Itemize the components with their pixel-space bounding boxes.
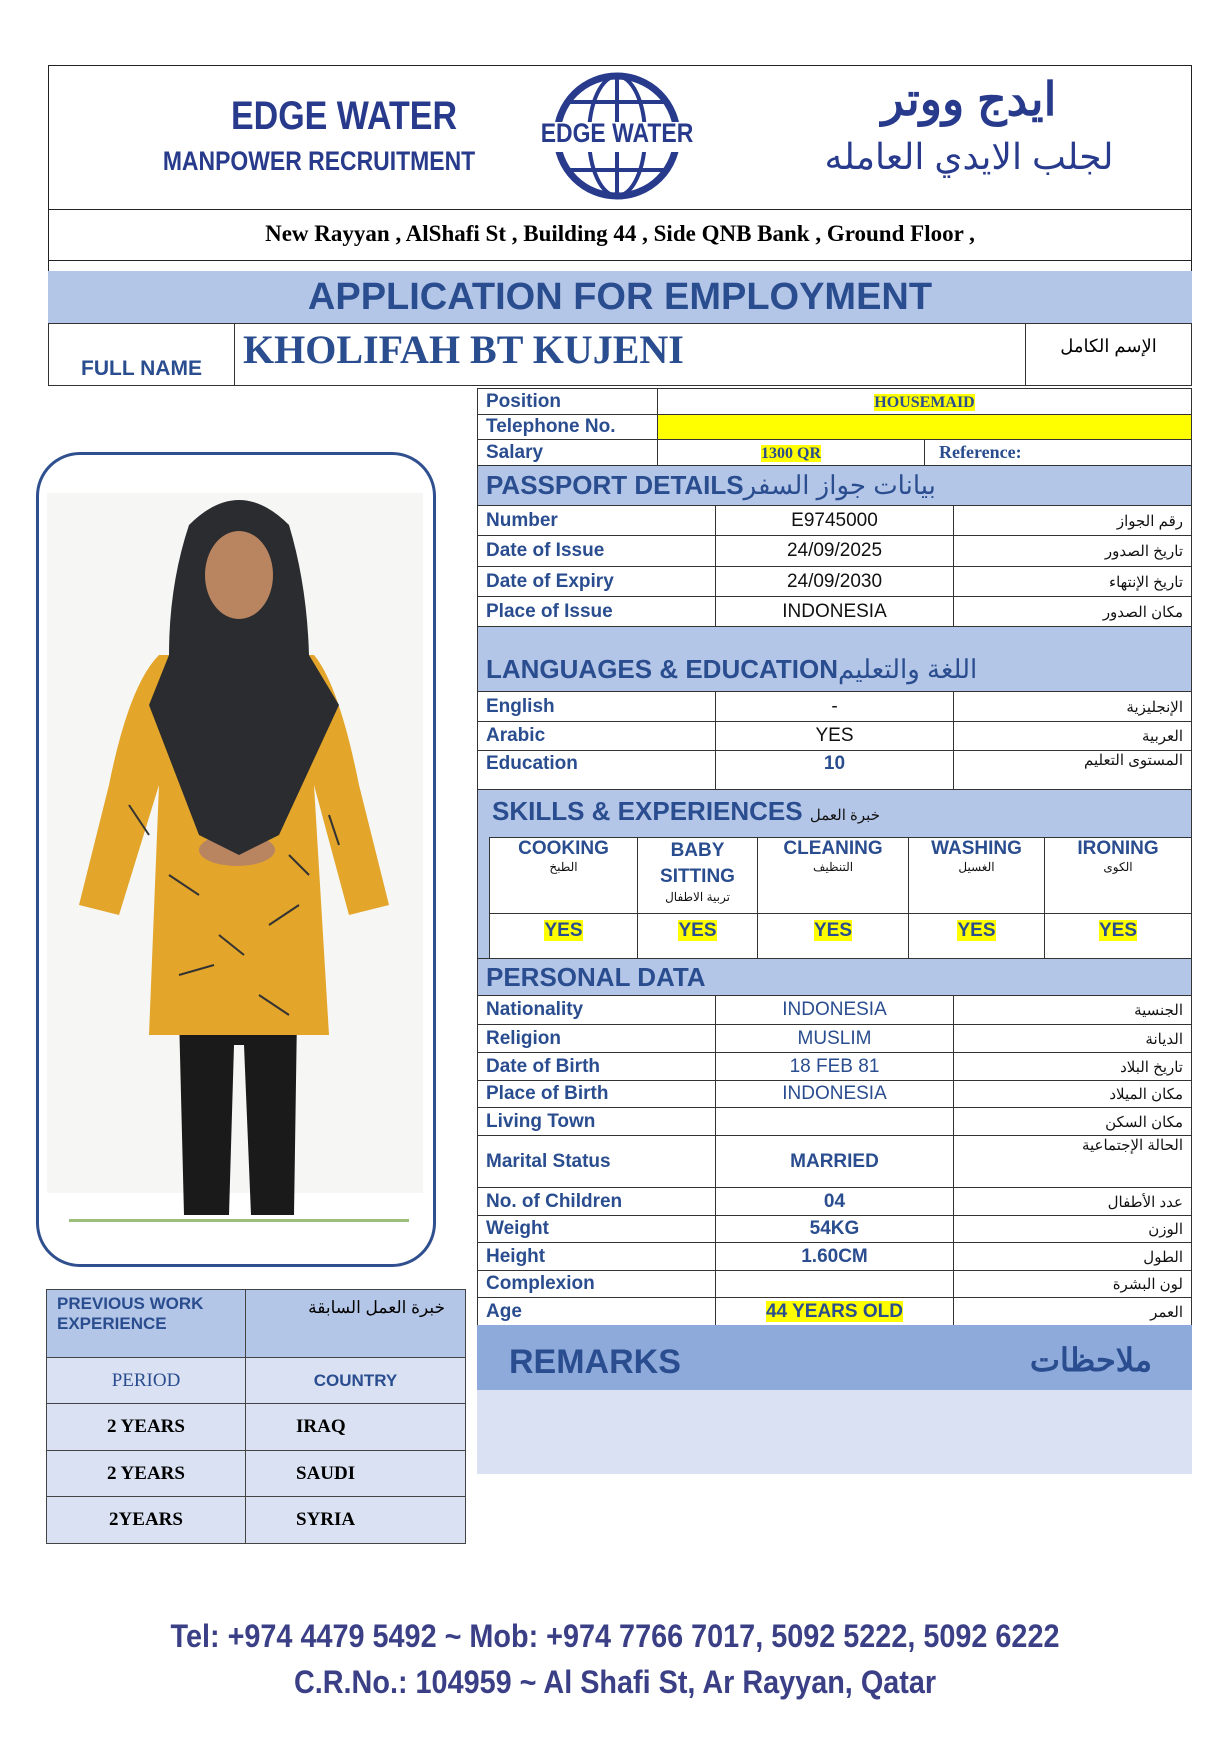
table-row xyxy=(478,1108,1192,1136)
row-label-ar: لون البشرة xyxy=(954,1271,1192,1298)
row-label: Education xyxy=(478,751,716,790)
row-value: - xyxy=(716,692,954,722)
row-label: Marital Status xyxy=(478,1136,716,1188)
table-row xyxy=(478,1188,1192,1216)
row-label: Place of Issue xyxy=(478,597,716,627)
company-tagline-en: MANPOWER RECRUITMENT xyxy=(162,146,476,176)
languages-table xyxy=(477,626,1192,790)
skills-table xyxy=(489,837,1192,959)
position-label: Position xyxy=(478,389,658,415)
period-cell: 2 YEARS xyxy=(47,1404,246,1451)
skill-cleaning: CLEANING التنظيف xyxy=(758,838,909,914)
table-row xyxy=(478,1298,1192,1326)
row-label-ar: رقم الجواز xyxy=(954,506,1192,536)
row-label-ar: مكان الصدور xyxy=(954,597,1192,627)
passport-table xyxy=(477,465,1192,627)
table-row xyxy=(478,1053,1192,1081)
table-row xyxy=(478,536,1192,567)
row-label: Religion xyxy=(478,1025,716,1053)
languages-header: LANGUAGES & EDUCATIONاللغة والتعليم xyxy=(478,627,1192,692)
row-value: MARRIED xyxy=(716,1136,954,1188)
row-label-ar: تاريخ البلاد xyxy=(954,1053,1192,1081)
remarks-title-ar: ملاحظات xyxy=(1029,1342,1152,1378)
row-value: INDONESIA xyxy=(716,996,954,1025)
row-value: YES xyxy=(716,722,954,751)
row-label: Complexion xyxy=(478,1271,716,1298)
footer-contact: Tel: +974 4479 5492 ~ Mob: +974 7766 7017, 5092 5222, 5092 6222 xyxy=(170,1618,1060,1654)
country-cell: SYRIA xyxy=(246,1497,466,1544)
period-cell: 2YEARS xyxy=(47,1497,246,1544)
skill-value: YES xyxy=(638,914,758,959)
previous-work-title: PREVIOUS WORK EXPERIENCE xyxy=(47,1290,246,1358)
row-label: Living Town xyxy=(478,1108,716,1136)
row-label-ar: عدد الأطفال xyxy=(954,1188,1192,1216)
row-label-ar: الوزن xyxy=(954,1216,1192,1243)
footer-address: C.R.No.: 104959 ~ Al Shafi St, Ar Rayyan, Qatar xyxy=(293,1664,937,1700)
table-row xyxy=(478,1081,1192,1108)
full-name-label: FULL NAME xyxy=(49,324,235,386)
period-cell: 2 YEARS xyxy=(47,1451,246,1497)
row-value: MUSLIM xyxy=(716,1025,954,1053)
row-value xyxy=(716,1108,954,1136)
row-label-ar: مكان السكن xyxy=(954,1108,1192,1136)
row-value: 04 xyxy=(716,1188,954,1216)
row-label-ar: مكان الميلاد xyxy=(954,1081,1192,1108)
table-row xyxy=(47,1404,466,1451)
previous-work-title-ar: خبرة العمل السابقة xyxy=(246,1290,466,1358)
row-value: 18 FEB 81 xyxy=(716,1053,954,1081)
country-cell: SAUDI xyxy=(246,1451,466,1497)
globe-logo xyxy=(537,72,697,200)
remarks-title: REMARKS xyxy=(509,1343,681,1381)
skill-value: YES xyxy=(758,914,909,959)
table-row xyxy=(478,506,1192,536)
personal-data-table xyxy=(477,958,1192,1326)
country-cell: IRAQ xyxy=(246,1404,466,1451)
table-row xyxy=(478,1271,1192,1298)
row-label: Date of Expiry xyxy=(478,567,716,597)
row-label: No. of Children xyxy=(478,1188,716,1216)
skill-baby-sitting: BABY SITTING تربية الاطفال xyxy=(638,838,758,914)
skills-header: SKILLS & EXPERIENCES خبرة العمل xyxy=(477,789,1192,837)
row-label-ar: تاريخ الصدور xyxy=(954,536,1192,567)
row-label-ar: الإنجليزية xyxy=(954,692,1192,722)
reference-label: Reference: xyxy=(925,440,1192,466)
company-name-ar: ايدج ووتر xyxy=(881,73,1057,125)
table-row xyxy=(47,1497,466,1544)
col-period: PERIOD xyxy=(47,1358,246,1404)
personal-header: PERSONAL DATA xyxy=(478,959,1192,996)
full-name-label-ar: الإسم الكامل xyxy=(1026,324,1192,386)
applicant-photo-frame xyxy=(36,452,436,1267)
col-country: COUNTRY xyxy=(246,1358,466,1404)
row-label-ar: المستوى التعليم xyxy=(954,751,1192,790)
company-name-en: EDGE WATER xyxy=(230,94,458,138)
row-label: English xyxy=(478,692,716,722)
row-label-ar: العربية xyxy=(954,722,1192,751)
applicant-photo xyxy=(39,455,433,1264)
row-label: Weight xyxy=(478,1216,716,1243)
page-title: APPLICATION FOR EMPLOYMENT xyxy=(48,271,1192,324)
table-row xyxy=(478,1136,1192,1188)
row-label: Height xyxy=(478,1243,716,1271)
full-name-row xyxy=(48,323,1192,386)
table-row xyxy=(478,722,1192,751)
row-value: INDONESIA xyxy=(716,597,954,627)
logo-text: EDGE WATER xyxy=(540,118,694,148)
passport-header: PASSPORT DETAILSبيانات جواز السفر xyxy=(478,466,1192,506)
skill-value: YES xyxy=(1045,914,1192,959)
row-value: 1.60CM xyxy=(716,1243,954,1271)
row-label-ar: العمر xyxy=(954,1298,1192,1326)
row-label: Nationality xyxy=(478,996,716,1025)
job-info-table xyxy=(477,388,1192,466)
row-label-ar: تاريخ الإنتهاء xyxy=(954,567,1192,597)
row-label: Number xyxy=(478,506,716,536)
row-value: E9745000 xyxy=(716,506,954,536)
table-row xyxy=(47,1451,466,1497)
telephone-label: Telephone No. xyxy=(478,415,658,440)
row-label: Arabic xyxy=(478,722,716,751)
skill-value: YES xyxy=(490,914,638,959)
row-value: 10 xyxy=(716,751,954,790)
table-row xyxy=(478,751,1192,790)
table-row xyxy=(478,692,1192,722)
row-label-ar: الجنسية xyxy=(954,996,1192,1025)
row-label-ar: الديانة xyxy=(954,1025,1192,1053)
table-row xyxy=(478,1216,1192,1243)
address-bar: New Rayyan , AlShafi St , Building 44 , Side QNB Bank , Ground Floor , xyxy=(48,209,1192,261)
full-name-value: KHOLIFAH BT KUJENI xyxy=(235,324,1026,386)
row-label-ar: الحالة الإجتماعية xyxy=(954,1136,1192,1188)
table-row xyxy=(478,1243,1192,1271)
skill-cooking: COOKING الطبخ xyxy=(490,838,638,914)
row-value: 54KG xyxy=(716,1216,954,1243)
remarks-body[interactable] xyxy=(477,1390,1192,1474)
company-tagline-ar: لجلب الايدي العامله xyxy=(824,136,1114,177)
row-value: 44 YEARS OLD xyxy=(716,1298,954,1326)
row-value: 24/09/2030 xyxy=(716,567,954,597)
remarks-header xyxy=(477,1325,1192,1390)
row-label: Age xyxy=(478,1298,716,1326)
row-label: Date of Birth xyxy=(478,1053,716,1081)
salary-label: Salary xyxy=(478,440,658,466)
row-label-ar: الطول xyxy=(954,1243,1192,1271)
previous-work-table xyxy=(46,1289,466,1544)
position-value: HOUSEMAID xyxy=(658,389,1192,415)
row-label: Date of Issue xyxy=(478,536,716,567)
letterhead xyxy=(48,65,1192,210)
skill-ironing: IRONING الكوى xyxy=(1045,838,1192,914)
row-value xyxy=(716,1271,954,1298)
skill-washing: WASHING الغسيل xyxy=(909,838,1045,914)
salary-value: 1300 QR xyxy=(658,440,925,466)
row-label: Place of Birth xyxy=(478,1081,716,1108)
skills-left-strip xyxy=(477,837,489,958)
table-row xyxy=(478,996,1192,1025)
table-row xyxy=(478,1025,1192,1053)
skill-value: YES xyxy=(909,914,1045,959)
table-row xyxy=(478,567,1192,597)
table-row xyxy=(478,597,1192,627)
telephone-value xyxy=(658,415,1192,440)
row-value: INDONESIA xyxy=(716,1081,954,1108)
row-value: 24/09/2025 xyxy=(716,536,954,567)
